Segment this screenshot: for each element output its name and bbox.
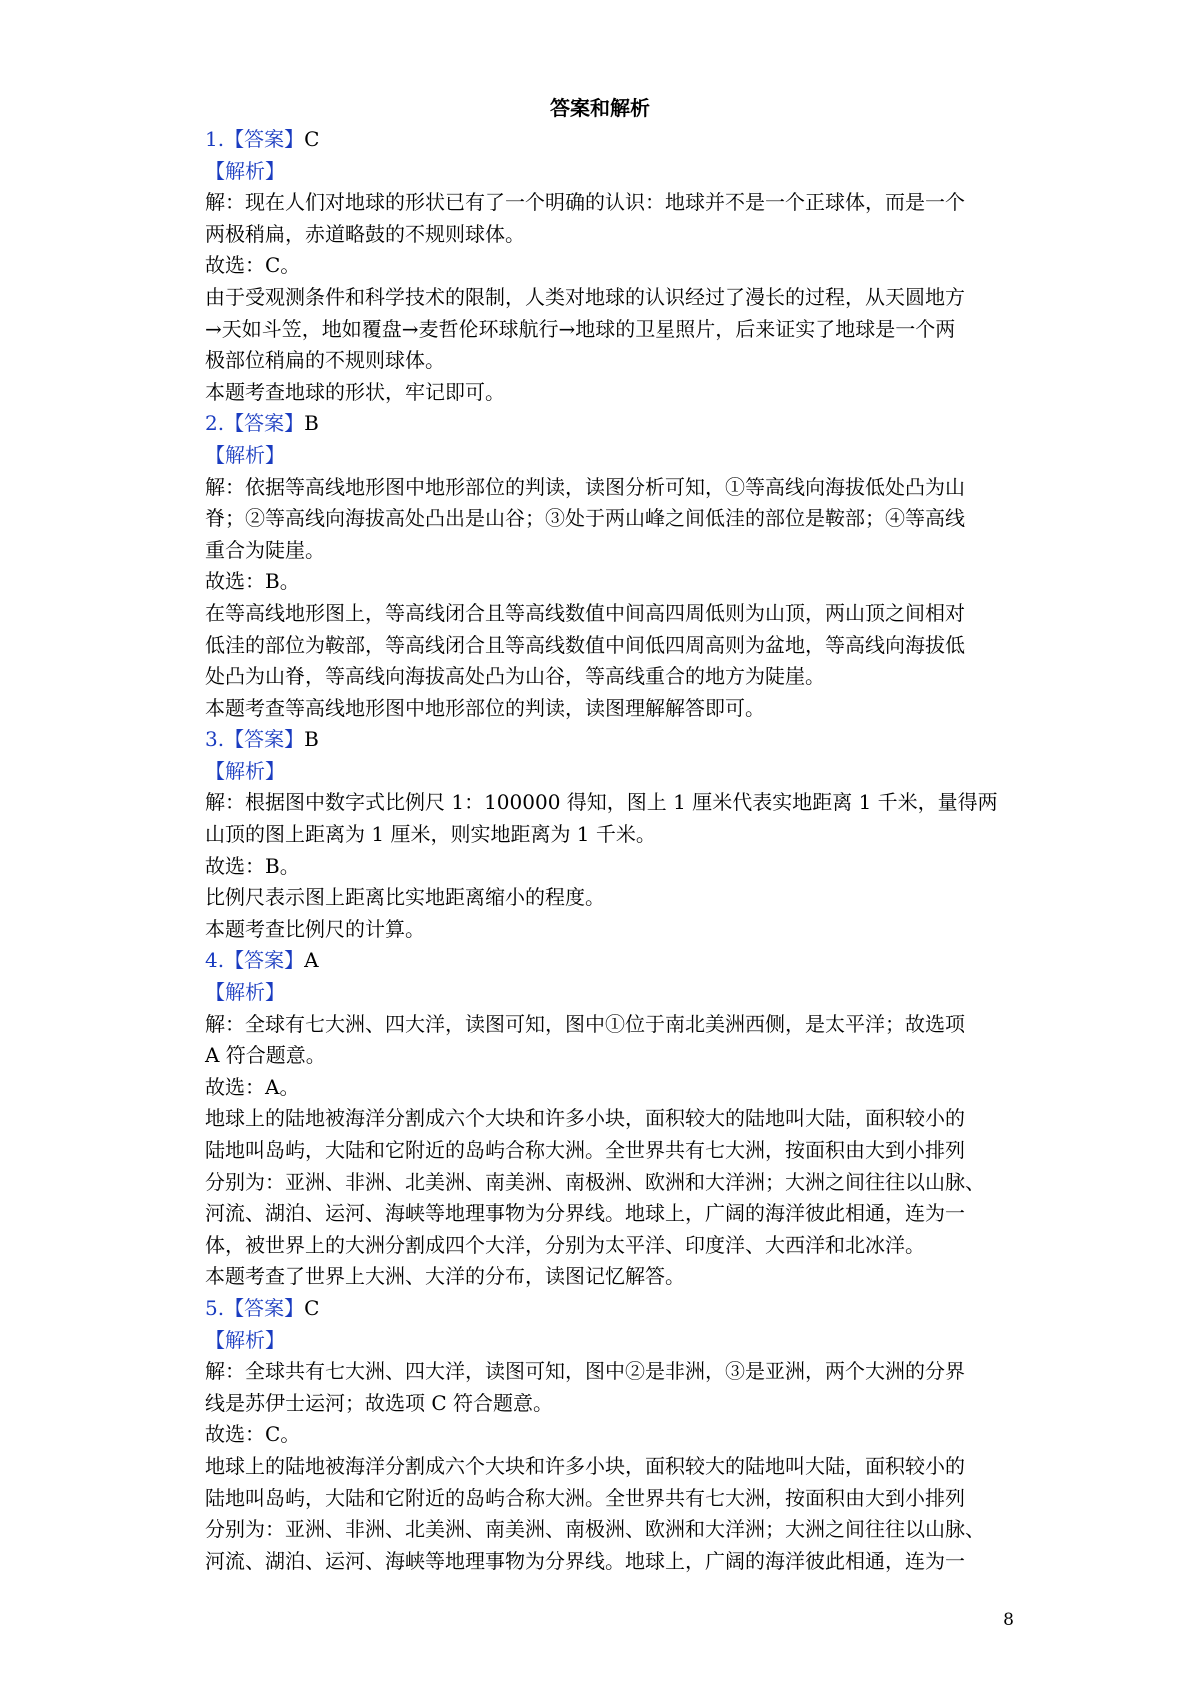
question-number: 4.: [205, 948, 225, 973]
answer-value: B: [304, 411, 319, 436]
answer-line: [205, 124, 1005, 156]
text-line: 处凸为山脊，等高线向海拔高处凸为山谷，等高线重合的地方为陡崖。: [205, 664, 825, 689]
page-number: 8: [1003, 1610, 1014, 1630]
answer-value: A: [304, 948, 319, 973]
text-line: 故选：B。: [205, 853, 300, 878]
text-line: 解：现在人们对地球的形状已有了一个明确的认识：地球并不是一个正球体，而是一个: [205, 190, 965, 215]
analysis-label: 【解析】: [205, 158, 285, 183]
answer-label: 【答案】: [224, 127, 305, 151]
text-line: A 符合题意。: [205, 1043, 326, 1068]
text-line: →天如斗笠，地如覆盘→麦哲伦环球航行→地球的卫星照片，后来证实了地球是一个两: [205, 316, 956, 341]
answer-value: B: [304, 727, 319, 752]
text-line: 故选：B。: [205, 569, 300, 594]
text-line: 重合为陡崖。: [205, 537, 325, 562]
answer-label: 【答案】: [224, 411, 305, 436]
text-line: 地球上的陆地被海洋分割成六个大块和许多小块，面积较大的陆地叫大陆，面积较小的: [205, 1106, 965, 1131]
text-line: 解：依据等高线地形图中地形部位的判读，读图分析可知，①等高线向海拔低处凸为山: [205, 474, 965, 499]
answer-line: [205, 945, 1005, 977]
text-line: 解：全球有七大洲、四大洋，读图可知，图中①位于南北美洲西侧，是太平洋；故选项: [205, 1011, 965, 1036]
text-line: 本题考查比例尺的计算。: [205, 916, 425, 941]
analysis-label: 【解析】: [205, 980, 285, 1005]
answer-label: 【答案】: [224, 1295, 305, 1320]
text-line: 低洼的部位为鞍部，等高线闭合且等高线数值中间低四周高则为盆地，等高线向海拔低: [205, 632, 965, 657]
text-line: 山顶的图上距离为 1 厘米，则实地距离为 1 千米。: [205, 822, 656, 847]
text-line: 比例尺表示图上距离比实地距离缩小的程度。: [205, 885, 605, 910]
question-number: 2.: [205, 411, 225, 436]
answer-line: [205, 724, 1005, 756]
text-line: 分别为：亚洲、非洲、北美洲、南美洲、南极洲、欧洲和大洋洲；大洲之间往往以山脉、: [205, 1169, 985, 1194]
analysis-label: 【解析】: [205, 758, 285, 783]
answer-label: 【答案】: [224, 948, 305, 973]
text-line: 分别为：亚洲、非洲、北美洲、南美洲、南极洲、欧洲和大洋洲；大洲之间往往以山脉、: [205, 1517, 985, 1542]
question-number: 5.: [205, 1295, 225, 1320]
answer-line: [205, 408, 1005, 440]
text-line: 线是苏伊士运河；故选项 C 符合题意。: [205, 1390, 554, 1415]
question-number: 1.: [205, 127, 225, 151]
analysis-label: 【解析】: [205, 1327, 285, 1352]
text-line: 由于受观测条件和科学技术的限制，人类对地球的认识经过了漫长的过程，从天圆地方: [205, 284, 965, 309]
text-line: 陆地叫岛屿，大陆和它附近的岛屿合称大洲。全世界共有七大洲，按面积由大到小排列: [205, 1485, 965, 1510]
text-line: 陆地叫岛屿，大陆和它附近的岛屿合称大洲。全世界共有七大洲，按面积由大到小排列: [205, 1138, 965, 1162]
text-line: 极部位稍扁的不规则球体。: [205, 348, 445, 373]
text-line: 故选：C。: [205, 1422, 301, 1447]
text-line: 在等高线地形图上，等高线闭合且等高线数值中间高四周低则为山顶，两山顶之间相对: [205, 600, 965, 625]
text-line: 本题考查地球的形状，牢记即可。: [205, 379, 505, 404]
answer-line: [205, 1293, 1005, 1325]
text-line: 脊；②等高线向海拔高处凸出是山谷；③处于两山峰之间低洼的部位是鞍部；④等高线: [205, 506, 965, 531]
page-title: 答案和解析: [550, 96, 650, 120]
text-line: 解：根据图中数字式比例尺 1：100000 得知，图上 1 厘米代表实地距离 1 千米，量得两: [205, 790, 998, 815]
analysis-label: 【解析】: [205, 442, 285, 467]
text-line: 两极稍扁，赤道略鼓的不规则球体。: [205, 221, 525, 246]
text-line: 本题考查等高线地形图中地形部位的判读，读图理解解答即可。: [205, 695, 765, 720]
text-line: 河流、湖泊、运河、海峡等地理事物为分界线。地球上，广阔的海洋彼此相通，连为一: [205, 1548, 965, 1573]
answer-label: 【答案】: [224, 727, 305, 752]
answer-value: C: [304, 127, 320, 151]
text-line: 河流、湖泊、运河、海峡等地理事物为分界线。地球上，广阔的海洋彼此相通，连为一: [205, 1201, 965, 1226]
text-line: 故选：A。: [205, 1074, 300, 1099]
document-body: [205, 124, 1005, 1577]
text-line: 解：全球共有七大洲、四大洋，读图可知，图中②是非洲，③是亚洲，两个大洲的分界: [205, 1359, 965, 1384]
text-line: 本题考查了世界上大洲、大洋的分布，读图记忆解答。: [205, 1264, 685, 1289]
text-line: 体，被世界上的大洲分割成四个大洋，分别为太平洋、印度洋、大西洋和北冰洋。: [205, 1232, 925, 1257]
text-line: 故选：C。: [205, 253, 301, 278]
answer-value: C: [304, 1295, 320, 1320]
text-line: 地球上的陆地被海洋分割成六个大块和许多小块，面积较大的陆地叫大陆，面积较小的: [205, 1453, 965, 1478]
question-number: 3.: [205, 727, 225, 752]
